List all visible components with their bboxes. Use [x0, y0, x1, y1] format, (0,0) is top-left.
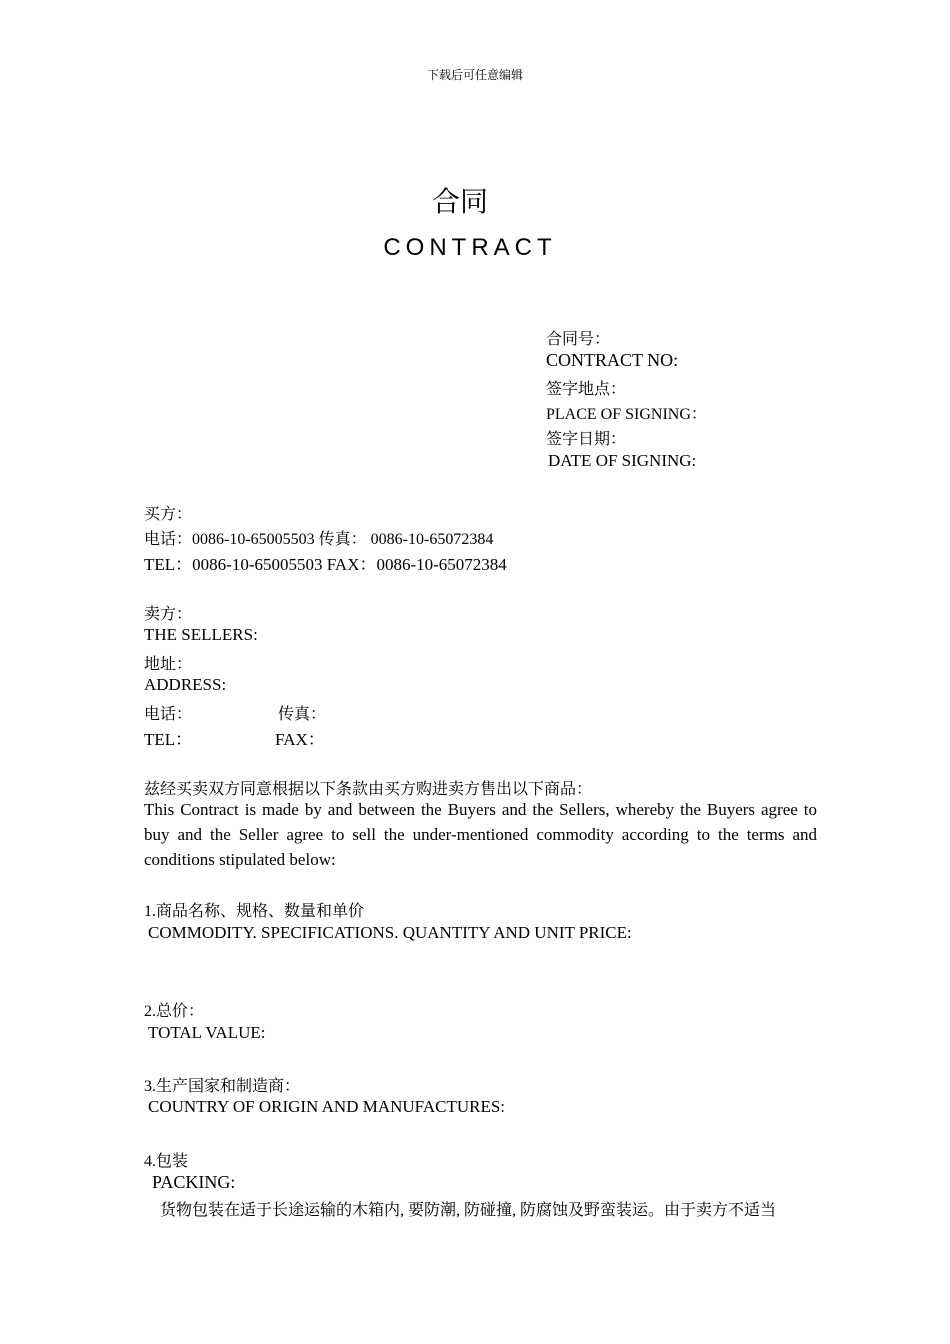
header-note: 下载后可任意编辑 [426, 68, 523, 82]
date-of-signing-label-en: DATE OF SIGNING: [548, 451, 697, 470]
place-of-signing-label-en: PLACE OF SIGNING： [546, 406, 707, 423]
seller-tel-label-en: TEL： [144, 730, 193, 749]
seller-fax-label-en: FAX： [275, 730, 325, 749]
section-4-title-cn: 4.包装 [144, 1153, 189, 1170]
title-english: CONTRACT [383, 234, 557, 261]
section-2-title-cn: 2.总价： [144, 1003, 205, 1020]
contract-no-label-cn: 合同号： [546, 331, 611, 348]
buyer-label-cn: 买方： [144, 506, 193, 523]
seller-fax-label-cn: 传真： [278, 706, 327, 723]
buyer-tel-fax-en: TEL：0086-10-65005503 FAX：0086-10-65072384 [144, 555, 507, 574]
date-of-signing-label-cn: 签字日期： [546, 431, 627, 448]
contract-no-label-en: CONTRACT NO: [546, 350, 679, 370]
place-of-signing-label-cn: 签字地点： [546, 381, 627, 398]
seller-address-label-cn: 地址： [144, 656, 193, 673]
section-3-title-cn: 3.生产国家和制造商： [144, 1078, 301, 1095]
intro-cn: 兹经买卖双方同意根据以下条款由买方购进卖方售出以下商品： [144, 781, 593, 798]
intro-en: This Contract is made by and between the Buyers and the Sellers, whereby the Buyers agree to buy and the Seller agree to sell the under-mentioned commodity according to the terms and conditions stipulated below: [144, 800, 817, 869]
seller-tel-label-cn: 电话： [144, 706, 193, 723]
buyer-tel-fax-cn: 电话：0086-10-65005503 传真： 0086-10-65072384 [144, 531, 494, 548]
section-2-title-en: TOTAL VALUE: [148, 1023, 266, 1042]
section-1-title-en: COMMODITY. SPECIFICATIONS. QUANTITY AND UNIT PRICE: [148, 923, 632, 942]
section-3-title-en: COUNTRY OF ORIGIN AND MANUFACTURES: [148, 1097, 506, 1116]
title-chinese: 合同 [431, 187, 488, 218]
seller-address-label-en: ADDRESS: [144, 675, 227, 694]
section-4-title-en: PACKING: [152, 1172, 236, 1192]
section-1-title-cn: 1.商品名称、规格、数量和单价 [144, 903, 365, 920]
seller-label-en: THE SELLERS: [144, 625, 258, 644]
seller-label-cn: 卖方： [144, 606, 193, 623]
section-4-text-cn: 货物包装在适于长途运输的木箱内, 要防潮, 防碰撞, 防腐蚀及野蛮装运。由于卖方不适当 [160, 1202, 777, 1219]
